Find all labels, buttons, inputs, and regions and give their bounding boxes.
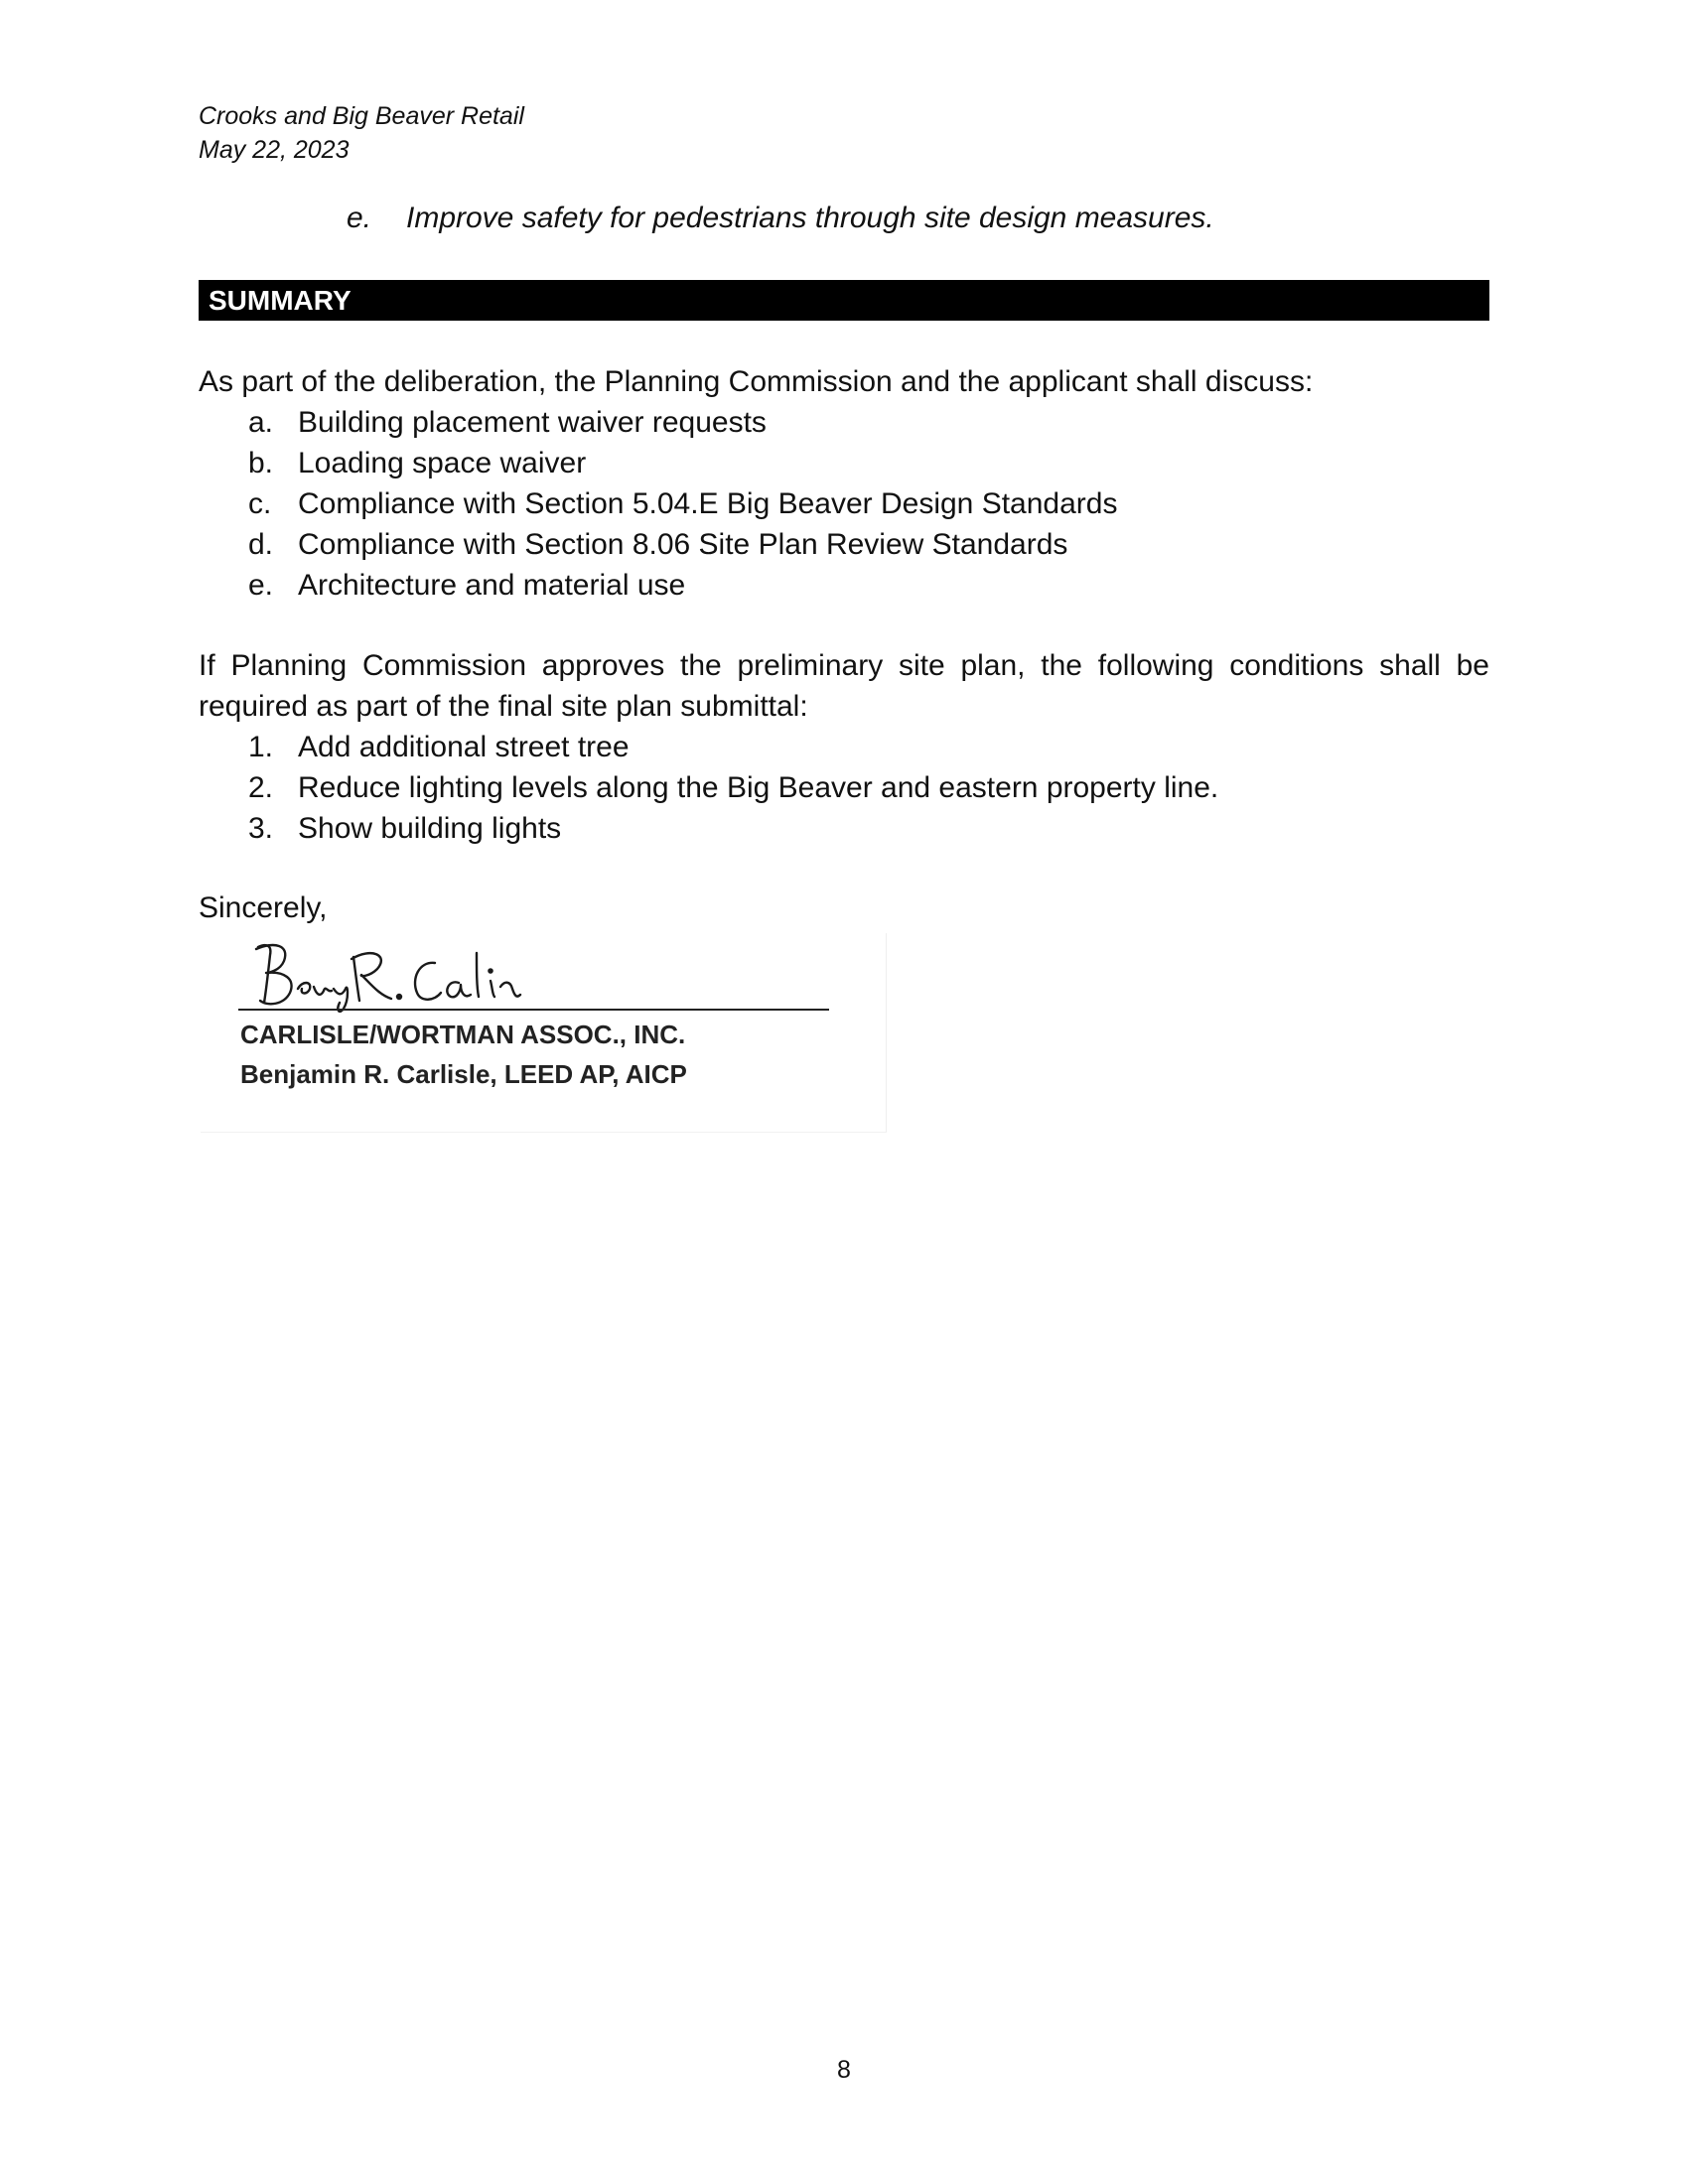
page-number: 8 [837, 2056, 851, 2084]
summary-intro-paragraph: As part of the deliberation, the Planning Commission and the applicant shall discuss: [199, 365, 1314, 398]
list-item-text: Show building lights [298, 812, 562, 845]
list-item [248, 402, 1117, 443]
list-item-text: Architecture and material use [298, 569, 686, 602]
list-marker: e. [248, 569, 274, 602]
list-item-text: Compliance with Section 8.06 Site Plan Review Standards [298, 528, 1068, 561]
list-item-text: Reduce lighting levels along the Big Beaver and eastern property line. [298, 771, 1219, 804]
list-marker: d. [248, 528, 274, 561]
list-marker: e. [347, 202, 372, 234]
list-marker: 3. [248, 812, 274, 845]
list-item [248, 443, 1117, 483]
discussion-list [248, 402, 1117, 606]
signatory-name: Benjamin R. Carlisle, LEED AP, AICP [240, 1059, 687, 1089]
list-item-text: Compliance with Section 5.04.E Big Beaver Design Standards [298, 487, 1118, 520]
list-marker: c. [248, 487, 272, 520]
list-item-text: Building placement waiver requests [298, 406, 767, 439]
list-marker: a. [248, 406, 274, 439]
list-item [248, 524, 1117, 565]
signature-line [238, 1009, 829, 1011]
list-item [248, 727, 1218, 767]
handwritten-signature [240, 933, 558, 1013]
header-date: May 22, 2023 [199, 136, 350, 164]
header-project: Crooks and Big Beaver Retail [199, 102, 524, 130]
list-item [248, 483, 1117, 524]
list-item [248, 808, 1218, 849]
signature-block [201, 933, 887, 1133]
conditions-list [248, 727, 1218, 849]
list-marker: 1. [248, 731, 274, 763]
list-marker: 2. [248, 771, 274, 804]
list-item [248, 565, 1117, 606]
signatory-firm: CARLISLE/WORTMAN ASSOC., INC. [240, 1020, 686, 1049]
section-heading-summary: SUMMARY [199, 280, 1489, 321]
list-item [248, 767, 1218, 808]
closing-salutation: Sincerely, [199, 891, 328, 924]
list-item-text: Improve safety for pedestrians through site design measures. [406, 202, 1214, 234]
list-marker: b. [248, 447, 274, 479]
list-item-text: Loading space waiver [298, 447, 587, 479]
list-item-text: Add additional street tree [298, 731, 630, 763]
page-header [199, 99, 524, 167]
conditions-intro-paragraph: If Planning Commission approves the preliminary site plan, the following conditions shall be required as part of the final site plan submittal: [199, 649, 1489, 723]
carryover-list-item [347, 199, 1214, 238]
